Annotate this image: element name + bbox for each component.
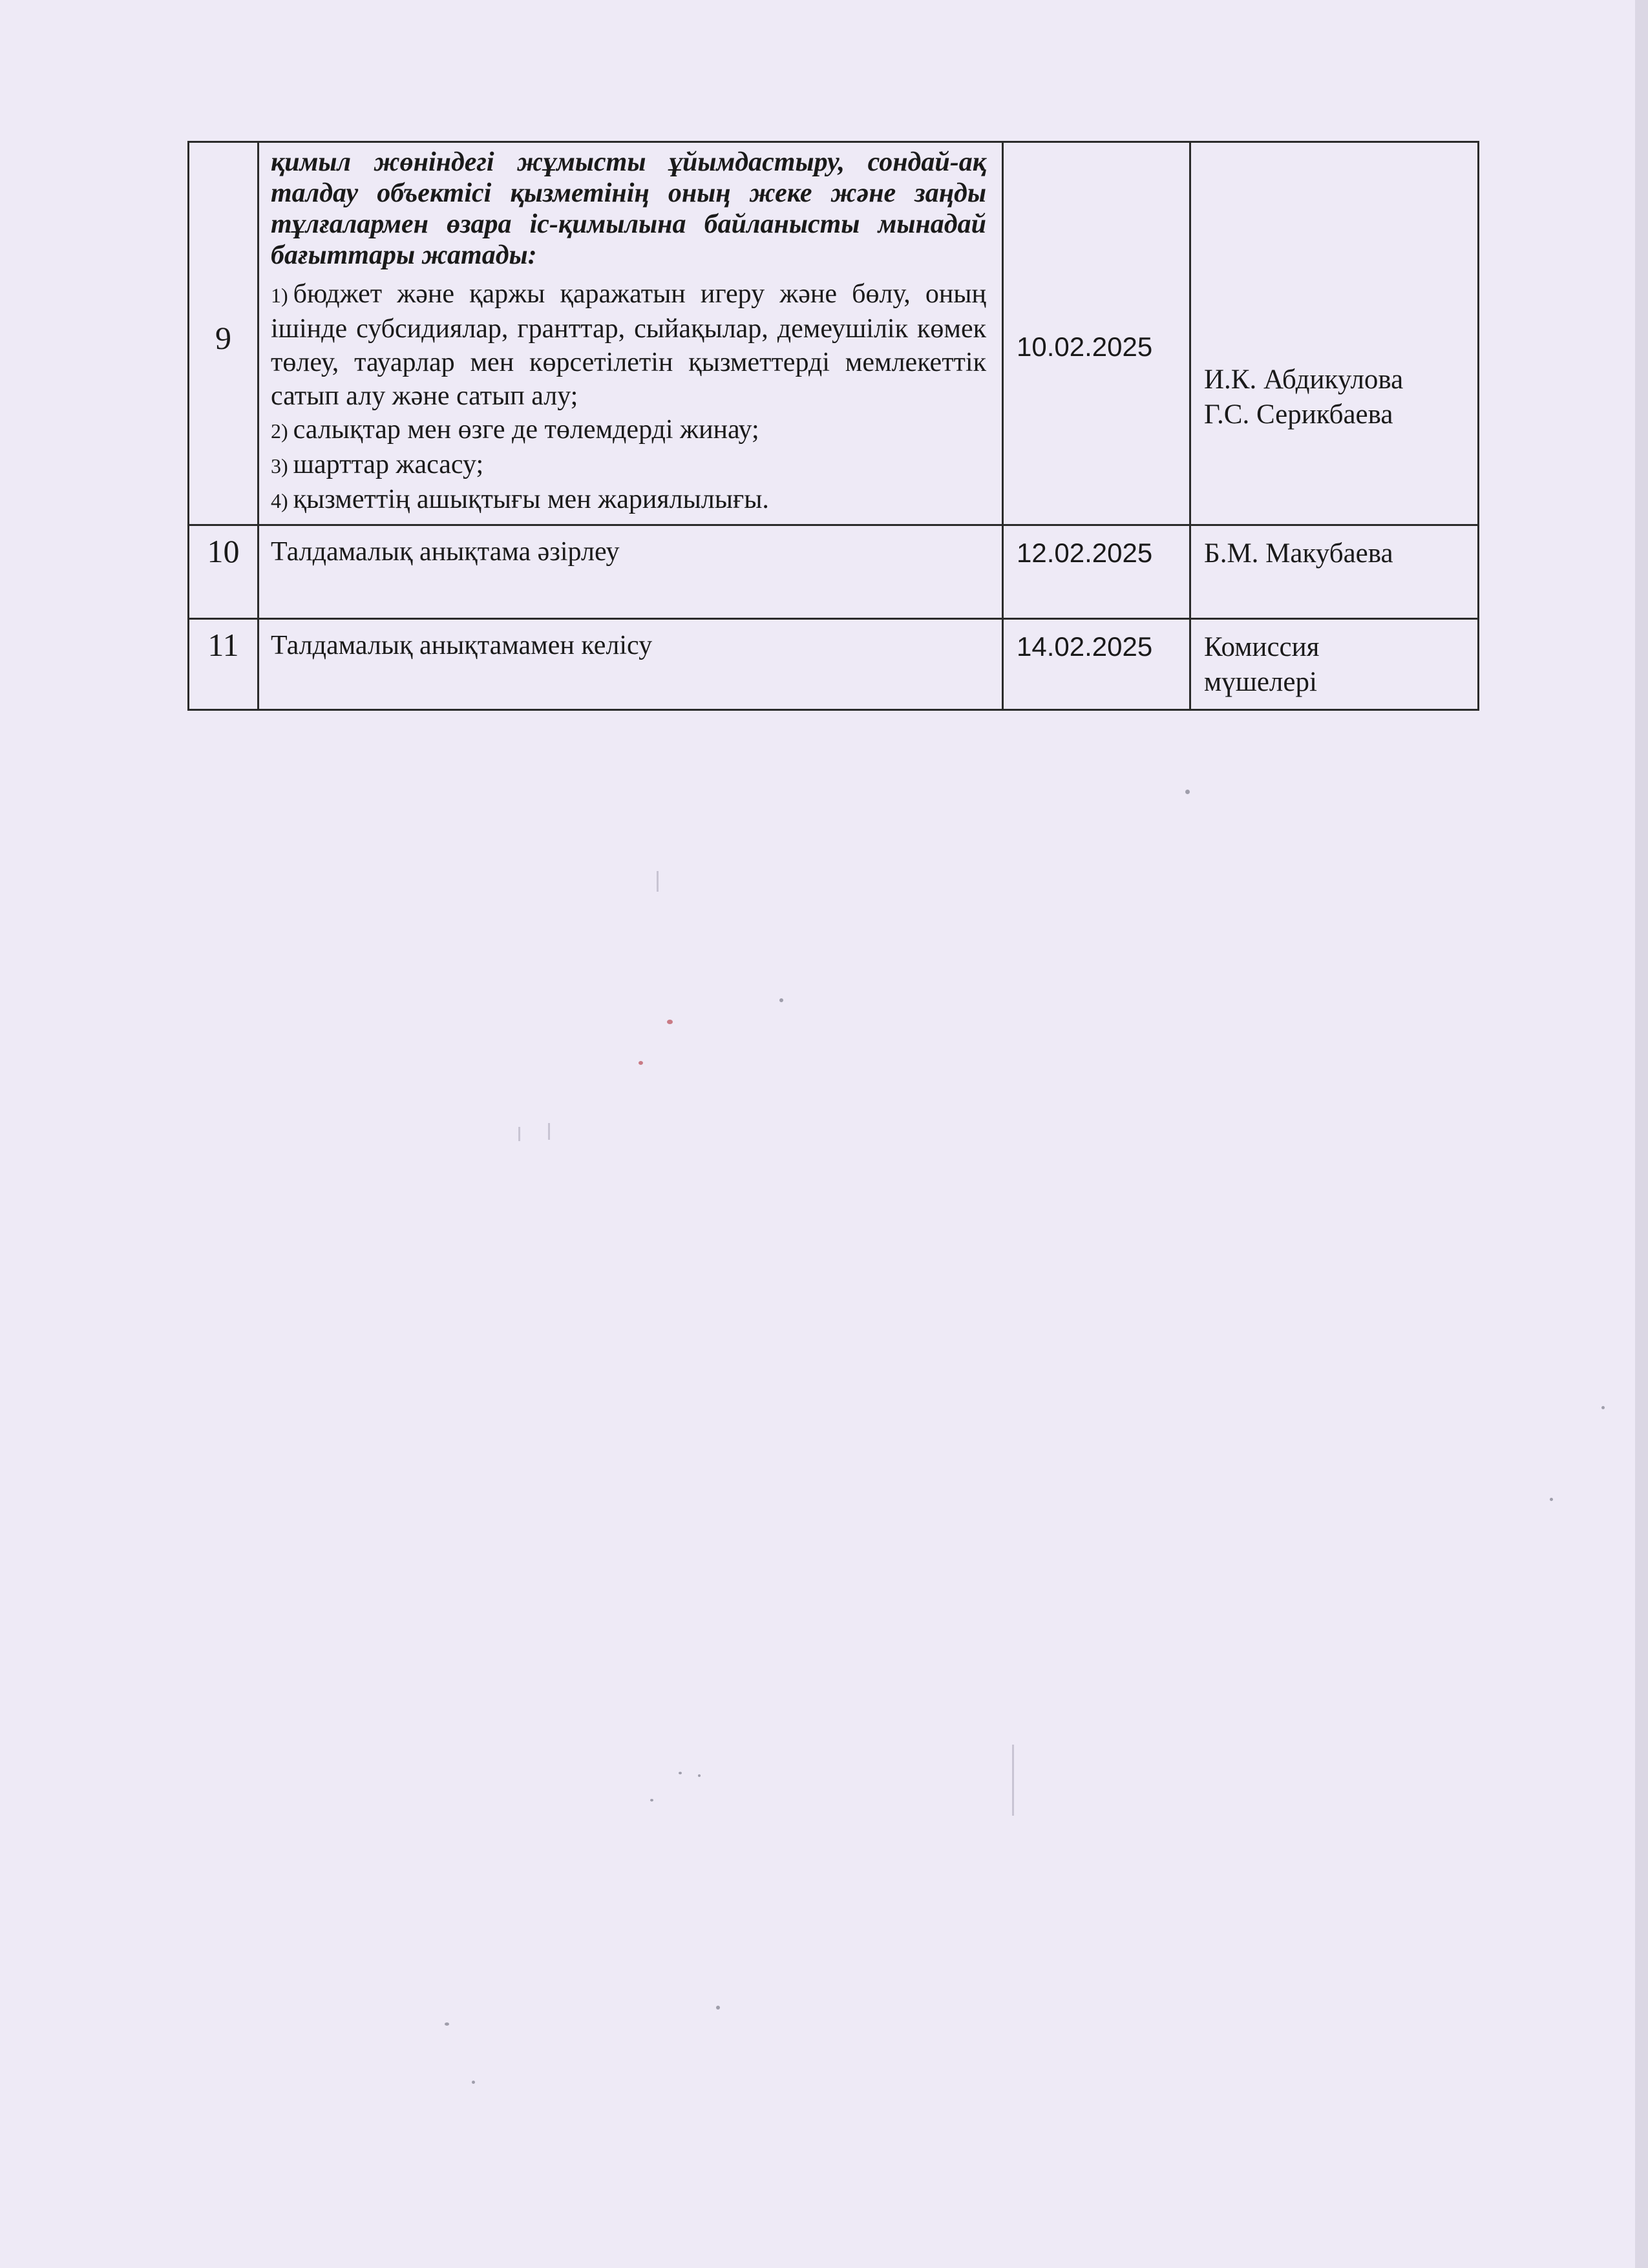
item-text: шарттар жасасу;	[293, 450, 484, 479]
due-date: 14.02.2025	[1017, 631, 1153, 662]
scan-speck	[1601, 1406, 1605, 1409]
task-text: Талдамалық анықтама әзірлеу	[271, 537, 620, 567]
item-text: қызметтің ашықтығы мен жариялылығы.	[293, 485, 769, 514]
scan-scratch	[518, 1127, 520, 1141]
scan-scratch	[1012, 1745, 1014, 1816]
responsible-cell	[1190, 619, 1479, 710]
row-number: 9	[215, 320, 231, 356]
scan-speck	[698, 1774, 701, 1777]
scan-speck	[639, 1061, 643, 1065]
responsible-person: Б.М. Макубаева	[1204, 538, 1393, 569]
scan-speck	[472, 2081, 475, 2084]
responsible-person: И.К. Абдикулова	[1204, 364, 1404, 395]
item-text: бюджет және қаржы қаражатын игеру және бөлу, оның ішінде субсидиялар, гранттар, сыйақылар, демеушілік көмек төлеу, тауарлар мен көрсетілетін қызметтерді мемлекеттік сатып алу және сатып алу;	[271, 279, 986, 411]
task-intro: қимыл жөніндегі жұмысты ұйымдастыру, сондай-ақ талдау объектісі қызметінің оның жеке және заңды тұлғалармен өзара іс-қимылына байланысты мынадай бағыттары жатады:	[271, 147, 986, 270]
due-date: 12.02.2025	[1017, 538, 1153, 568]
scan-speck	[1550, 1498, 1553, 1501]
scan-scratch	[1635, 0, 1648, 2268]
scan-speck	[716, 2006, 720, 2010]
responsible-person: Комиссия	[1204, 632, 1320, 662]
task-cell	[259, 619, 1003, 710]
row-number-cell	[189, 525, 259, 619]
scan-speck	[1185, 790, 1190, 794]
responsible-person: Г.С. Серикбаева	[1204, 399, 1393, 430]
scan-speck	[650, 1799, 653, 1801]
date-cell	[1003, 142, 1190, 525]
task-text: Талдамалық анықтамамен келісу	[271, 631, 653, 660]
task-cell	[259, 525, 1003, 619]
list-item	[271, 413, 986, 448]
row-number: 11	[207, 627, 239, 663]
table-row	[189, 142, 1479, 525]
list-item	[271, 483, 986, 518]
responsible-list	[1204, 536, 1477, 571]
responsible-list	[1204, 362, 1477, 432]
row-number-cell	[189, 142, 259, 525]
scan-scratch	[548, 1123, 550, 1140]
date-cell	[1003, 525, 1190, 619]
item-number: 4)	[271, 489, 288, 512]
scan-speck	[445, 2022, 449, 2026]
item-number: 2)	[271, 419, 288, 443]
row-number-cell	[189, 619, 259, 710]
task-list	[271, 277, 986, 518]
scan-speck	[679, 1772, 682, 1774]
responsible-cell	[1190, 142, 1479, 525]
list-item	[271, 277, 986, 413]
responsible-list	[1204, 630, 1477, 700]
responsible-cell	[1190, 525, 1479, 619]
table-row	[189, 525, 1479, 619]
item-text: салықтар мен өзге де төлемдерді жинау;	[293, 415, 759, 445]
plan-table	[187, 141, 1479, 711]
due-date: 10.02.2025	[1017, 331, 1153, 362]
task-cell	[259, 142, 1003, 525]
scan-speck	[779, 998, 783, 1002]
item-number: 1)	[271, 284, 288, 307]
responsible-person: мүшелері	[1204, 667, 1317, 697]
row-number: 10	[207, 533, 240, 569]
date-cell	[1003, 619, 1190, 710]
scan-scratch	[657, 871, 659, 892]
scan-speck	[667, 1020, 673, 1024]
table-row	[189, 619, 1479, 710]
list-item	[271, 448, 986, 483]
item-number: 3)	[271, 454, 288, 478]
